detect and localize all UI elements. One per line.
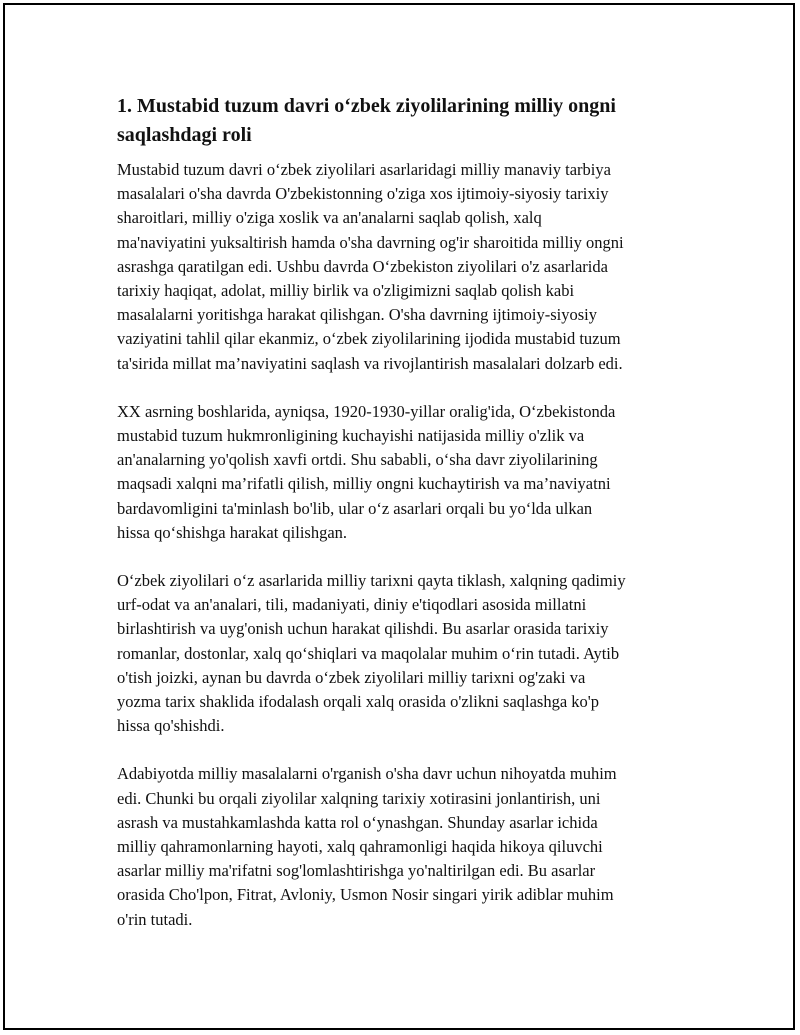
text-line: Adabiyotda milliy masalalarni o'rganish o'sha davr uchun nihoyatda muhim xyxy=(117,764,617,784)
text-line: edi. Chunki bu orqali ziyolilar xalqning tarixiy xotirasini jonlantirish, uni xyxy=(117,788,601,808)
text-line: o'rin tutadi. xyxy=(117,909,193,929)
text-line: o'tish joizki, aynan bu davrda o‘zbek ziyolilari milliy tarixni og'zaki va xyxy=(117,667,586,687)
paragraph-4 xyxy=(117,762,692,931)
text-line: milliy qahramonlarning hayoti, xalq qahramonligi haqida hikoya qiluvchi xyxy=(117,837,603,857)
text-line: hissa qo‘shishga harakat qilishgan. xyxy=(117,522,348,542)
text-line: maqsadi xalqni ma’rifatli qilish, milliy ongni kuchaytirish va ma’naviyatni xyxy=(117,474,611,494)
text-line: ta'sirida millat ma’naviyatini saqlash va rivojlantirish masalalari dolzarb edi. xyxy=(117,353,623,373)
text-line: masalalarni yoritishga harakat qilishgan. O'sha davrning ijtimoiy-siyosiy xyxy=(117,305,598,325)
text-line: ma'naviyatini yuksaltirish hamda o'sha davrning og'ir sharoitida milliy ongni xyxy=(117,232,624,252)
paragraph-1 xyxy=(117,158,692,376)
text-line: hissa qo'shishdi. xyxy=(117,716,225,736)
document-body xyxy=(117,92,692,956)
text-line: XX asrning boshlarida, ayniqsa, 1920-1930-yillar oralig'ida, O‘zbekistonda xyxy=(117,401,616,421)
text-line: mustabid tuzum hukmronligining kuchayishi natijasida milliy o'zlik va xyxy=(117,426,585,446)
text-line: urf-odat va an'analari, tili, madaniyati, diniy e'tiqodlari asosida millatni xyxy=(117,595,587,615)
heading-line: 1. Mustabid tuzum davri o‘zbek ziyolilarining milliy ongni xyxy=(117,95,616,117)
text-line: an'analarning yo'qolish xavfi ortdi. Shu sababli, o‘sha davr ziyolilarining xyxy=(117,450,598,470)
paragraph-2 xyxy=(117,400,692,545)
text-line: asarlar milliy ma'rifatni sog'lomlashtirishga yo'naltirilgan edi. Bu asarlar xyxy=(117,861,596,881)
text-line: orasida Cho'lpon, Fitrat, Avloniy, Usmon Nosir singari yirik adiblar muhim xyxy=(117,885,614,905)
text-line: birlashtirish va uyg'onish uchun harakat qilishdi. Bu asarlar orasida tarixiy xyxy=(117,619,609,639)
heading-line: saqlashdagi roli xyxy=(117,124,252,146)
text-line: Mustabid tuzum davri o‘zbek ziyolilari asarlaridagi milliy manaviy tarbiya xyxy=(117,160,611,179)
text-line: romanlar, dostonlar, xalq qo‘shiqlari va maqolalar muhim o‘rin tutadi. Aytib xyxy=(117,643,620,663)
text-line: yozma tarix shaklida ifodalash orqali xalq orasida o'zlikni saqlashga ko'p xyxy=(117,692,600,712)
text-line: tarixiy haqiqat, adolat, milliy birlik va o'zligimizni saqlab qolish kabi xyxy=(117,281,575,301)
text-line: asrashga qaratilgan edi. Ushbu davrda O‘zbekiston ziyolilari o'z asarlarida xyxy=(117,256,608,276)
text-line: bardavomligini ta'minlash bo'lib, ular o‘z asarlari orqali bu yo‘lda ulkan xyxy=(117,498,593,518)
text-line: asrash va mustahkamlashda katta rol o‘ynashgan. Shunday asarlar ichida xyxy=(117,812,598,832)
text-line: sharoitlari, milliy o'ziga xoslik va an'analarni saqlab qolish, xalq xyxy=(117,208,542,228)
text-line: O‘zbek ziyolilari o‘z asarlarida milliy tarixni qayta tiklash, xalqning qadimiy xyxy=(117,571,626,591)
text-line: masalalari o'sha davrda O'zbekistonning o'ziga xos ijtimoiy-siyosiy tarixiy xyxy=(117,184,609,204)
section-heading xyxy=(117,92,692,150)
text-line: vaziyatini tahlil qilar ekanmiz, o‘zbek ziyolilarining ijodida mustabid tuzum xyxy=(117,329,621,349)
paragraph-3 xyxy=(117,569,692,738)
